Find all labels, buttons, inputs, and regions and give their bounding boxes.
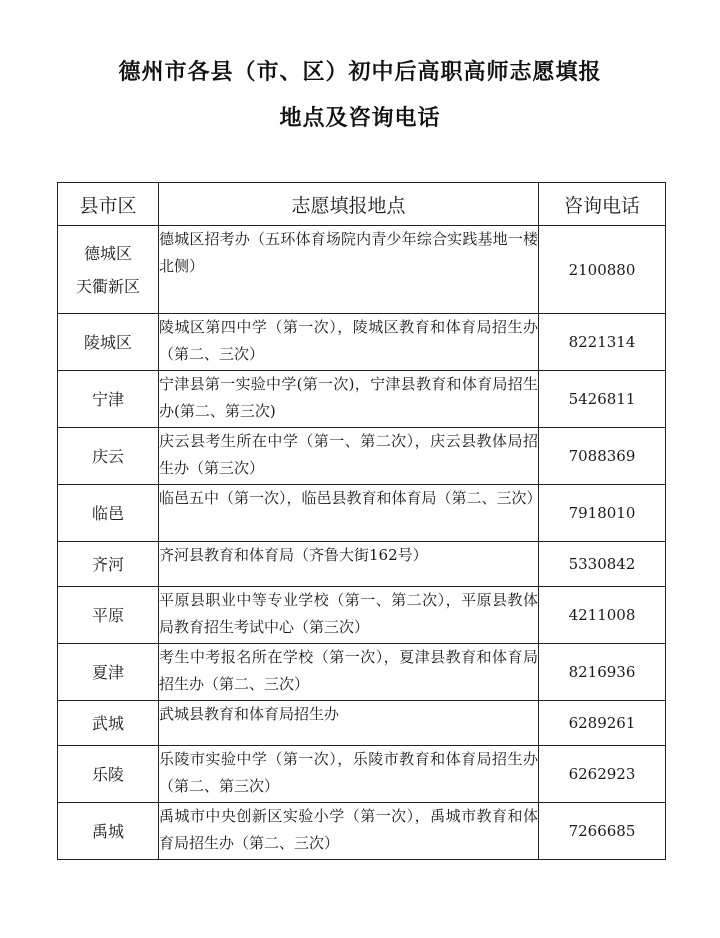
county-cell: 庆云 [58, 428, 159, 485]
county-name: 德城区 [83, 243, 132, 263]
phone-cell: 7266685 [539, 803, 666, 860]
table-row [58, 644, 666, 701]
table-row [58, 587, 666, 644]
location-cell: 乐陵市实验中学（第一次），乐陵市教育和体育局招生办（第二、第三次） [159, 746, 539, 803]
phone-cell: 8216936 [539, 644, 666, 701]
phone-cell: 6289261 [539, 701, 666, 746]
phone-cell: 8221314 [539, 314, 666, 371]
table-row [58, 542, 666, 587]
phone-cell: 5330842 [539, 542, 666, 587]
county-cell: 临邑 [58, 485, 159, 542]
county-cell: 夏津 [58, 644, 159, 701]
county-cell: 乐陵 [58, 746, 159, 803]
location-cell: 临邑五中（第一次），临邑县教育和体育局（第二、三次） [159, 485, 539, 542]
county-cell [58, 226, 159, 314]
location-cell: 宁津县第一实验中学(第一次)，宁津县教育和体育局招生办(第二、第三次) [159, 371, 539, 428]
phone-cell: 5426811 [539, 371, 666, 428]
registration-sites-table [57, 182, 666, 860]
table-row [58, 701, 666, 746]
table-row [58, 485, 666, 542]
location-cell: 考生中考报名所在学校（第一次），夏津县教育和体育局招生办（第二、三次） [159, 644, 539, 701]
location-cell: 武城县教育和体育局招生办 [159, 701, 539, 746]
header-phone: 咨询电话 [539, 183, 666, 226]
table-row [58, 428, 666, 485]
phone-cell: 7088369 [539, 428, 666, 485]
header-location: 志愿填报地点 [159, 183, 539, 226]
location-cell: 庆云县考生所在中学（第一、第二次），庆云县教体局招生办（第三次） [159, 428, 539, 485]
table-row [58, 314, 666, 371]
county-cell: 宁津 [58, 371, 159, 428]
location-cell: 齐河县教育和体育局（齐鲁大街162号） [159, 542, 539, 587]
location-cell: 德城区招考办（五环体育场院内青少年综合实践基地一楼北侧） [159, 226, 539, 314]
county-name-secondary: 天衢新区 [75, 276, 140, 296]
county-cell: 禹城 [58, 803, 159, 860]
phone-cell: 2100880 [539, 226, 666, 314]
county-cell: 平原 [58, 587, 159, 644]
phone-cell: 4211008 [539, 587, 666, 644]
page-title-line-1: 德州市各县（市、区）初中后高职高师志愿填报 [118, 59, 602, 85]
table-row [58, 371, 666, 428]
header-county: 县市区 [58, 183, 159, 226]
location-cell: 禹城市中央创新区实验小学（第一次），禹城市教育和体育局招生办（第二、三次） [159, 803, 539, 860]
table-row [58, 803, 666, 860]
location-cell: 平原县职业中等专业学校（第一、第二次），平原县教体局教育招生考试中心（第三次） [159, 587, 539, 644]
location-cell: 陵城区第四中学（第一次），陵城区教育和体育局招生办（第二、三次） [159, 314, 539, 371]
page-title-line-2: 地点及咨询电话 [279, 105, 441, 131]
phone-cell: 7918010 [539, 485, 666, 542]
county-cell: 陵城区 [58, 314, 159, 371]
table-header-row [58, 183, 666, 226]
county-cell: 齐河 [58, 542, 159, 587]
phone-cell: 6262923 [539, 746, 666, 803]
table-row [58, 746, 666, 803]
county-cell: 武城 [58, 701, 159, 746]
table-row [58, 226, 666, 314]
